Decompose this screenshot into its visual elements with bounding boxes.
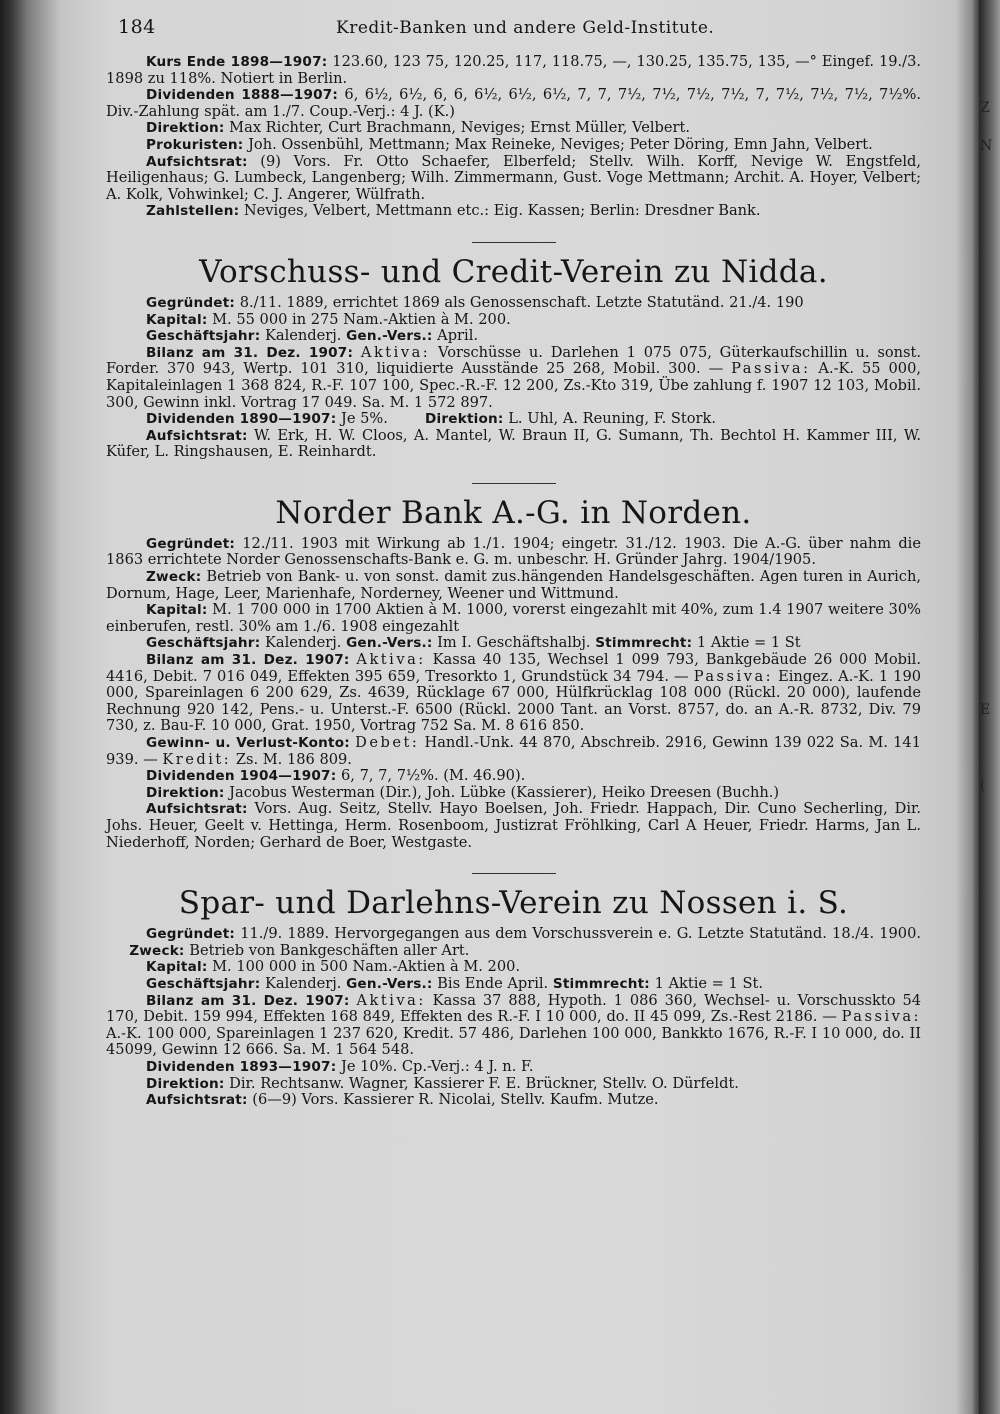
field-text: A.-K. 100 000, Spareinlagen 1 237 620, Kredit. 57 486, Darlehen 100 000, Bankkto 1676, R.-F. I 10 000, do. II 45099, Gewinn 12 666. Sa. M. 1 564 548. — [106, 1024, 921, 1059]
field-text: M. 100 000 in 500 Nam.-Aktien à M. 200. — [212, 958, 521, 976]
field-label: Dividenden 1888—1907: — [146, 87, 339, 104]
field-text: Kalenderj. — [264, 327, 342, 345]
field-label: Dividenden 1893—1907: — [146, 1058, 337, 1075]
field-label: Dividenden 1890—1907: — [146, 411, 337, 428]
field-label: Gegründet: — [146, 535, 236, 552]
field-label: Stimmrecht: — [595, 635, 693, 652]
field-text: Neviges, Velbert, Mettmann etc.: Eig. Kassen; Berlin: Dresdner Bank. — [243, 202, 761, 220]
page-number: 184 — [118, 16, 156, 38]
spaced-word: Debet: — [355, 734, 420, 751]
section-divider — [472, 873, 556, 874]
entry-norden — [106, 536, 921, 851]
field-text: (9) Vors. Fr. Otto Schaefer, Elberfeld; Stellv. Wilh. Korff, Nevige W. Engstfeld, Heiligenhaus; G. Lumbeck, Langenberg; Wilh. Zimmermann, Gust. Voge Mettmann; Archit. A. Hoyer, Velbert; A. Kolk, Vohwinkel; C. J. Angerer, Wülfrath. — [106, 152, 922, 203]
field-label: Gen.-Vers.: — [346, 635, 433, 652]
field-text: A.-K. 55 000, Kapitaleinlagen 1 368 824, R.-F. 107 100, Spec.-R.-F. 12 200, Zs.-Kto 319, Übe zahlung f. 1907 12 103, Mobil. 300, Gewinn inkl. Vortrag 17 049. Sa. M. 1 572 897. — [106, 360, 922, 411]
field-text: 1 Aktie = 1 St. — [654, 974, 763, 992]
field-text: Im I. Geschäftshalbj. — [437, 634, 591, 652]
field-text: Je 5%. — [341, 410, 388, 428]
spaced-word: Passiva: — [731, 360, 811, 378]
entry-nidda — [106, 295, 921, 461]
field-text: Je 10%. Cp.-Verj.: 4 J. n. F. — [341, 1057, 534, 1075]
binding-shadow — [976, 0, 978, 1414]
field-text: Handl.-Unk. 44 870, Abschreib. 2916, Gewinn 139 022 Sa. M. 141 939. — — [106, 734, 921, 768]
running-header — [106, 14, 921, 54]
field-text: Joh. Ossenbühl, Mettmann; Max Reineke, Neviges; Peter Döring, Emn Jahn, Velbert. — [248, 135, 873, 153]
field-text: April. — [437, 327, 479, 345]
field-label: Zweck: — [129, 942, 185, 959]
field-label: Bilanz am 31. Dez. 1907: — [146, 992, 350, 1009]
field-label: Zahlstellen: — [146, 203, 240, 220]
field-text: M. 55 000 in 275 Nam.-Aktien à M. 200. — [212, 310, 511, 328]
spaced-word: Aktiva: — [356, 991, 426, 1009]
field-text: Jacobus Westerman (Dir.), Joh. Lübke (Kassierer), Heiko Dreesen (Buchh.) — [229, 783, 780, 801]
field-label: Bilanz am 31. Dez. 1907: — [146, 344, 354, 361]
field-label: Aufsichtsrat: — [146, 801, 248, 818]
field-label: Stimmrecht: — [552, 975, 650, 992]
field-text: Dir. Rechtsanw. Wagner, Kassierer F. E. Brückner, Stellv. O. Dürfeldt. — [229, 1074, 739, 1092]
field-label: Kapital: — [146, 311, 208, 328]
field-text: 6, 7, 7, 7½%. (M. 46.90). — [341, 767, 526, 785]
text-column — [106, 14, 921, 1109]
field-label: Gen.-Vers.: — [346, 975, 433, 992]
field-label: Direktion: — [146, 1075, 225, 1092]
field-text: 11./9. 1889. Hervorgegangen aus dem Vorschussverein e. G. Letzte Statutänd. 18./4. 1900. — [240, 925, 922, 943]
field-text: Eingez. A.-K. 1 190 000, Spareinlagen 6 200 629, Zs. 4639, Rücklage 67 000, Hülfkrücklag 108 000 (Rückl. 20 000), laufende Rechnung 920 142, Pens.- u. Unterst.-F. 6500 (Rückl. 2000 Tant. an Vorst. 8757, do. an A.-R. 8732, Div. 79 730, z. Bau-F. 10 000, Grat. 1950, Vortrag 752 Sa. M. 8 616 850. — [106, 667, 922, 735]
field-text: Kassa 37 888, Hypoth. 1 086 360, Wechsel- u. Vorschusskto 54 170, Debit. 159 994, Effekten 168 849, Effekten des R.-F. I 10 000, do. II 45 099, Zs.-Rest 2186. — — [106, 991, 922, 1026]
field-label: Direktion: — [146, 784, 225, 801]
field-label: Gegründet: — [146, 926, 236, 943]
field-text: 1 Aktie = 1 St — [696, 634, 801, 652]
field-text: Vorschüsse u. Darlehen 1 075 075, Güterkaufschillin u. sonst. Forder. 370 943, Wertp. 101 310, liquidierte Ausstände 25 268, Mobil. 300. — — [106, 343, 921, 378]
field-label: Dividenden 1904—1907: — [146, 768, 337, 785]
field-label: Gegründet: — [146, 294, 236, 311]
field-text: Bis Ende April. — [437, 974, 549, 992]
field-label: Kapital: — [146, 959, 208, 976]
field-text: Kalenderj. — [264, 974, 342, 992]
field-label: Zweck: — [146, 569, 202, 586]
adjacent-page-fragment: E — [980, 702, 991, 718]
field-label: Aufsichtsrat: — [146, 1092, 248, 1109]
field-text: Max Richter, Curt Brachmann, Neviges; Ernst Müller, Velbert. — [229, 119, 690, 137]
field-label: Bilanz am 31. Dez. 1907: — [146, 652, 350, 669]
spaced-word: Passiva: — [693, 667, 774, 685]
field-text: Vors. Aug. Seitz, Stellv. Hayo Boelsen, Joh. Friedr. Happach, Dir. Cuno Secherling, Dir. Johs. Heuer, Geelt v. Hettinga, Herm. Rosenboom, Justizrat Fröhlking, Carl A Heuer, Friedr. Harms, Jan L. Niederhoff, Norden; Gerhard de Boer, Westgaste. — [106, 800, 921, 851]
adjacent-page-fragment: ( — [980, 778, 986, 794]
field-text: W. Erk, H. W. Cloos, A. Mantel, W. Braun II, G. Sumann, Th. Bechtol H. Kammer III, W. Küfer, L. Ringshausen, E. Reinhardt. — [106, 426, 922, 461]
entry-nossen — [106, 926, 921, 1109]
field-text: 123.60, 123 75, 120.25, 117, 118.75, —, 130.25, 135.75, 135, —° Eingef. 19./3. 1898 zu 118%. Notiert in Berlin. — [106, 53, 922, 87]
field-label: Kapital: — [146, 602, 208, 619]
field-label: Geschäftsjahr: — [146, 635, 261, 652]
adjacent-page-fragment: Z — [980, 100, 990, 116]
field-label: Geschäftsjahr: — [146, 328, 261, 345]
field-text: Zs. M. 186 809. — [235, 750, 352, 768]
field-label: Geschäftsjahr: — [146, 975, 261, 992]
field-text: 8./11. 1889, errichtet 1869 als Genossenschaft. Letzte Statutänd. 21./4. 190 — [239, 293, 804, 311]
spaced-word: Passiva: — [841, 1008, 922, 1026]
adjacent-page-fragment: N — [980, 138, 993, 154]
spaced-word: Kredit: — [162, 750, 232, 768]
field-text: Kassa 40 135, Wechsel 1 099 793, Bankgebäude 26 000 Mobil. 4416, Debit. 7 016 049, Effekten 395 659, Tresorkto 1, Grundstück 34 794. — — [106, 651, 921, 685]
section-divider — [472, 242, 556, 243]
field-text: 6, 6½, 6½, 6, 6, 6½, 6½, 6½, 7, 7, 7½, 7½, 7½, 7½, 7, 7½, 7½, 7½, 7½%. Div.-Zahlung spät. am 1./7. Coup.-Verj.: 4 J. (K.) — [106, 86, 921, 120]
entry-title: Norder Bank A.-G. in Norden. — [275, 494, 752, 531]
entry-continuation — [106, 54, 921, 220]
field-text: M. 1 700 000 in 1700 Aktien à M. 1000, vorerst eingezahlt mit 40%, zum 1.4 1907 weitere 30% einberufen, restl. 30% am 1./6. 1908 eingezahlt — [106, 601, 921, 635]
field-label: Direktion: — [425, 411, 504, 428]
field-label: Gen.-Vers.: — [346, 328, 433, 345]
field-label: Kurs Ende 1898—1907: — [146, 54, 328, 70]
field-text: L. Uhl, A. Reuning, F. Stork. — [508, 410, 716, 428]
field-label: Prokuristen: — [146, 136, 244, 153]
section-divider — [472, 483, 556, 484]
running-title: Kredit-Banken und andere Geld-Institute. — [336, 18, 715, 38]
field-text: Kalenderj. — [264, 634, 342, 652]
entry-title: Spar- und Darlehns-Verein zu Nossen i. S. — [178, 885, 849, 922]
field-text: 12./11. 1903 mit Wirkung ab 1./1. 1904; eingetr. 31./12. 1903. Die A.-G. über nahm die 1863 errichtete Norder Genossenschafts-Bank e. G. m. unbeschr. H. Gründer Jahrg. 1904/1905. — [106, 534, 921, 569]
field-label: Aufsichtsrat: — [146, 153, 248, 170]
spaced-word: Aktiva: — [356, 651, 426, 669]
field-label: Direktion: — [146, 120, 225, 137]
spaced-word: Aktiva: — [360, 343, 431, 361]
field-text: Betrieb von Bankgeschäften aller Art. — [189, 941, 470, 959]
field-label: Gewinn- u. Verlust-Konto: — [146, 735, 350, 751]
entry-title: Vorschuss- und Credit-Verein zu Nidda. — [199, 253, 828, 290]
field-text: Betrieb von Bank- u. von sonst. damit zus.hängenden Handelsgeschäften. Agen turen in Aurich, Dornum, Hage, Leer, Marienhafe, Norderney, Weener und Wittmund. — [106, 568, 922, 602]
field-text: (6—9) Vors. Kassierer R. Nicolai, Stellv. Kaufm. Mutze. — [252, 1091, 659, 1109]
field-label: Aufsichtsrat: — [146, 427, 248, 444]
